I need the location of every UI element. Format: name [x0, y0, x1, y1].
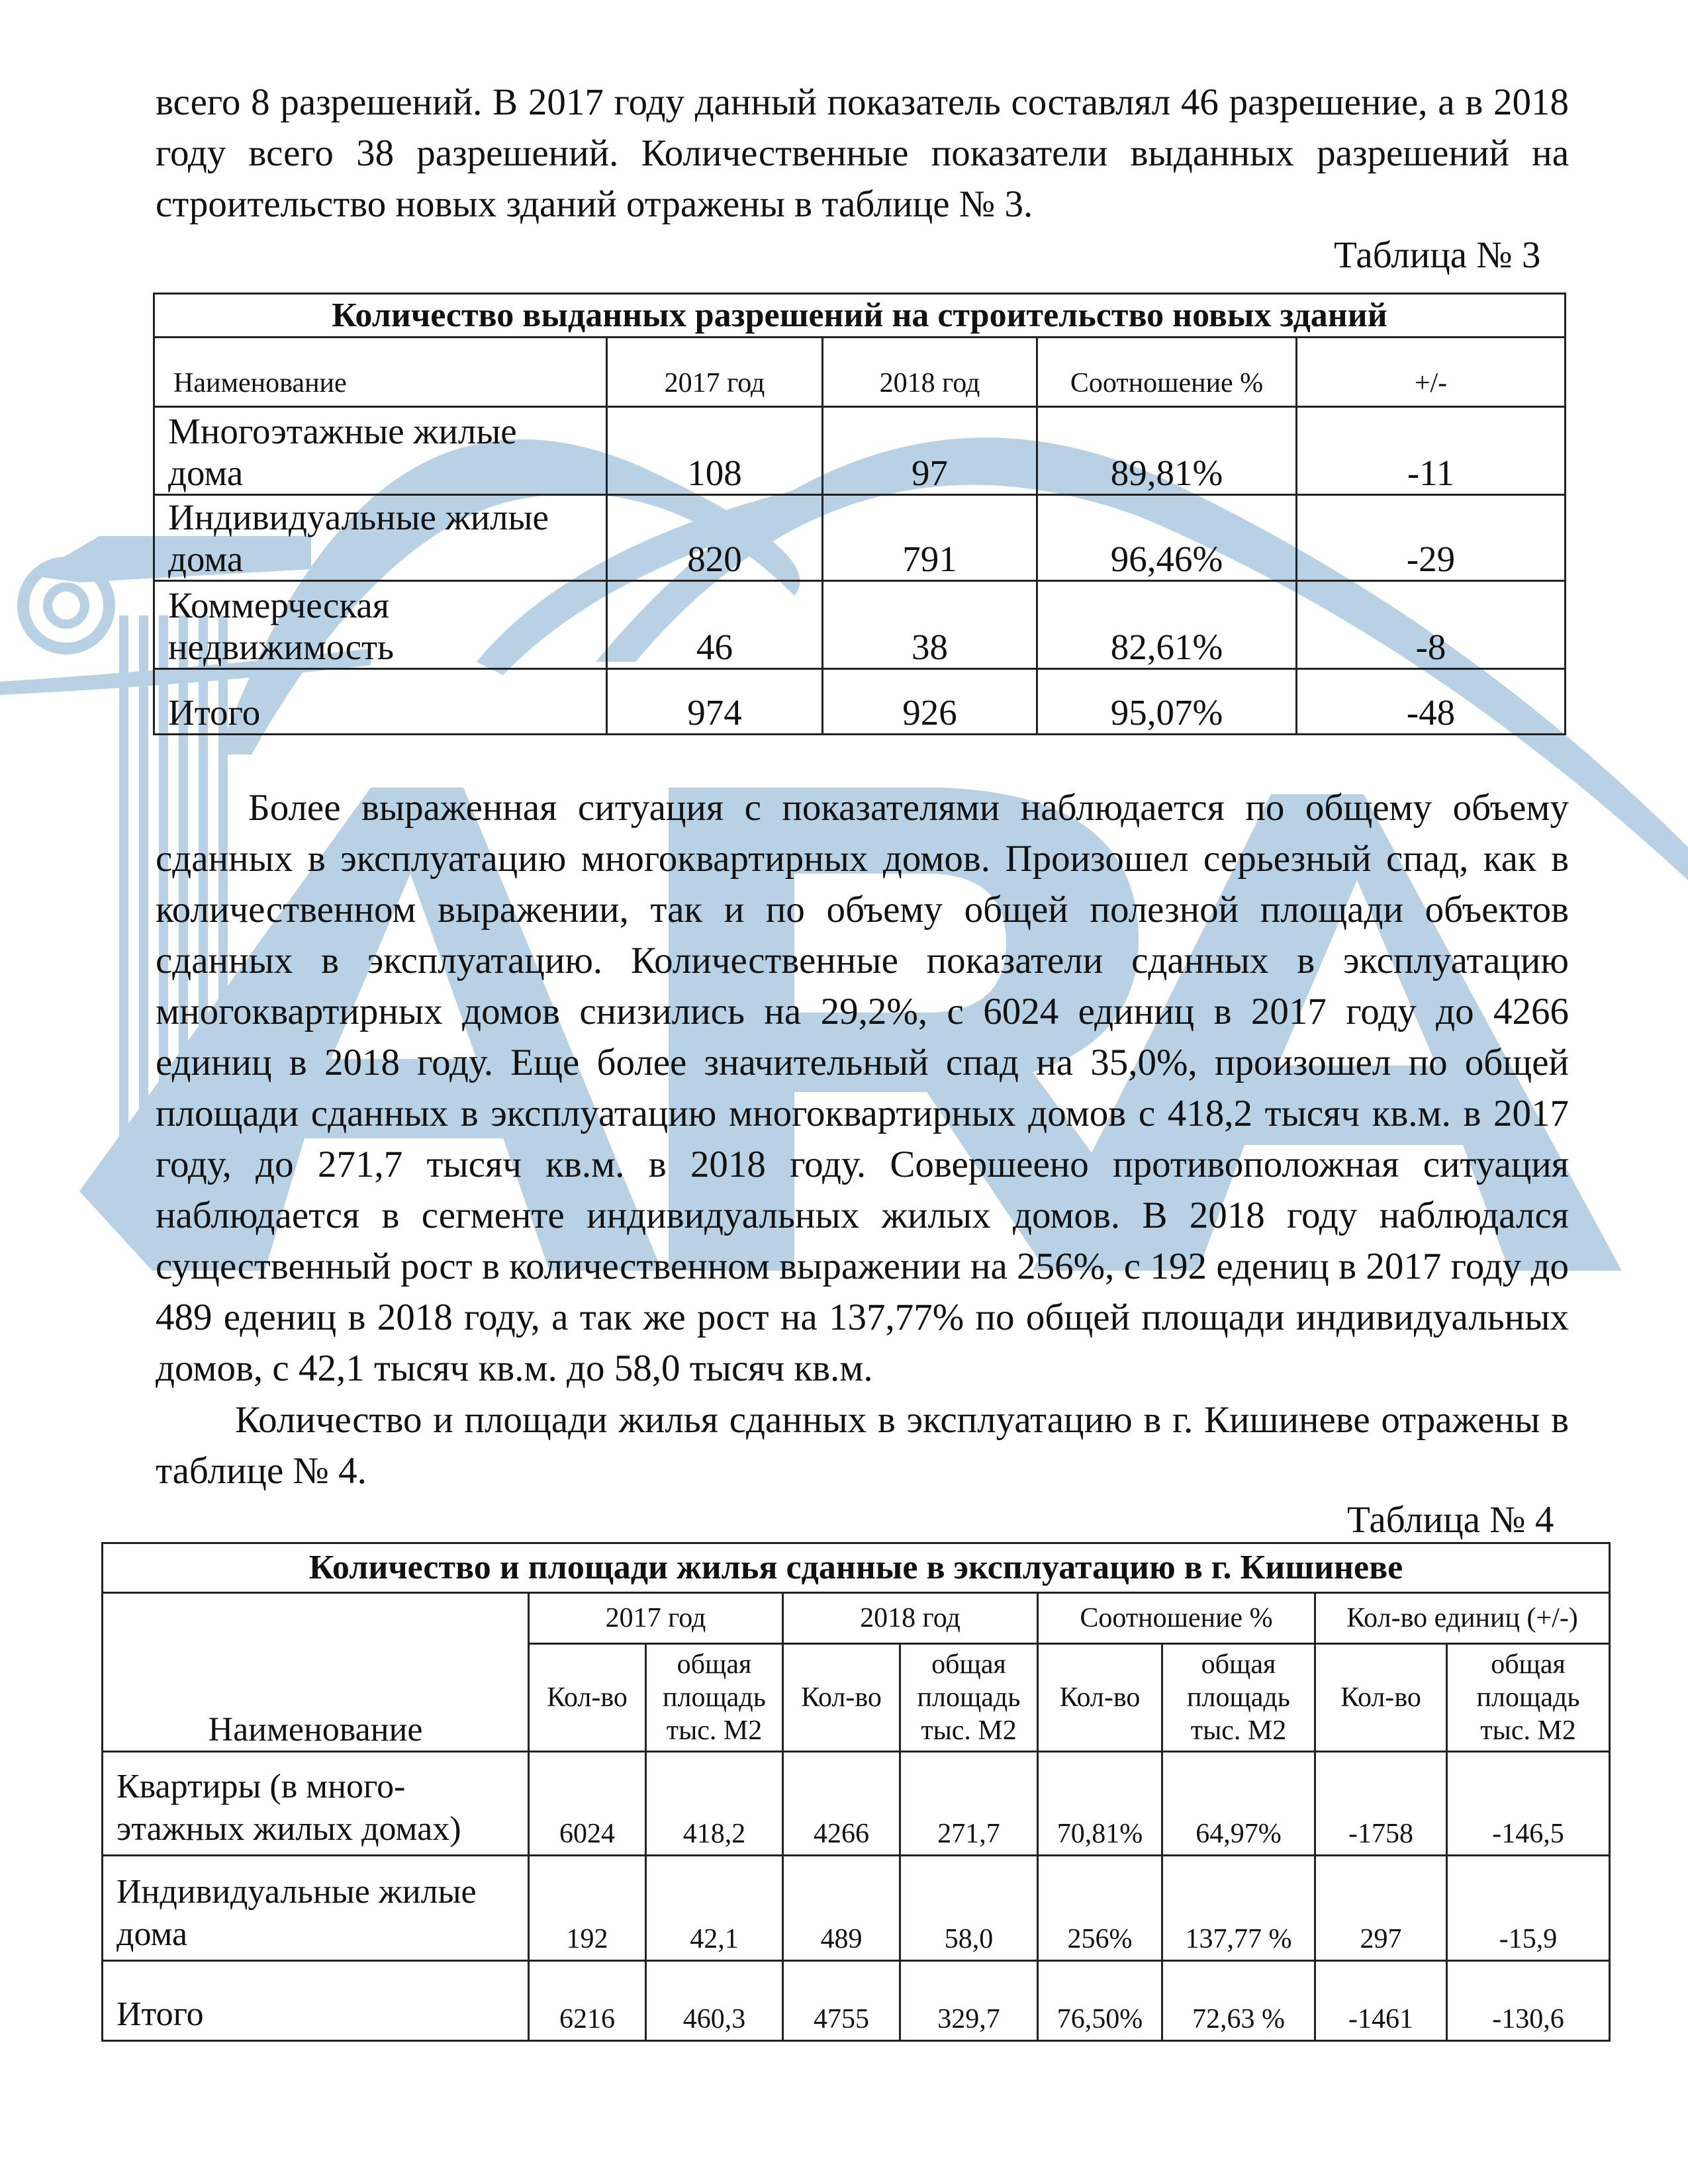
table4-group-header-row	[103, 1593, 1610, 1644]
group-header-2017: 2017 год	[529, 1593, 783, 1644]
row-name: Итого	[103, 1961, 529, 2041]
table4-title: Количество и площади жилья сданные в эксплуатацию в г. Кишиневе	[103, 1543, 1610, 1593]
cell-2017: 46	[607, 581, 823, 669]
cell-diff: -8	[1297, 581, 1566, 669]
cell-value: 329,7	[900, 1961, 1038, 2041]
cell-value: 6216	[529, 1961, 646, 2041]
table-row	[154, 581, 1566, 669]
table3-title: Количество выданных разрешений на строительство новых зданий	[154, 294, 1566, 338]
cell-value: 64,97%	[1162, 1752, 1315, 1856]
sub-header-area: общая площадь тыс. М2	[900, 1644, 1038, 1752]
table3-header-name: Наименование	[154, 338, 607, 407]
cell-value: 6024	[529, 1752, 646, 1856]
cell-value: 137,77 %	[1162, 1856, 1315, 1961]
cell-value: 489	[783, 1856, 900, 1961]
sub-header-count: Кол-во	[1315, 1644, 1447, 1752]
row-name: Квартиры (в много-этажных жилых домах)	[103, 1752, 529, 1856]
cell-value: 192	[529, 1856, 646, 1961]
cell-2018: 926	[823, 669, 1037, 735]
intro-paragraph: всего 8 разрешений. В 2017 году данный показатель составлял 46 разрешение, а в 2018 году всего 38 разрешений. Количественные показатели выданных разрешений на строительство новых зданий отражены в таблице № 3.	[156, 81, 1569, 225]
table3-header-2017: 2017 год	[607, 338, 823, 407]
table-row-total	[103, 1961, 1610, 2041]
cell-value: 58,0	[900, 1856, 1038, 1961]
cell-value: 297	[1315, 1856, 1447, 1961]
cell-ratio: 89,81%	[1037, 407, 1297, 495]
cell-value: -15,9	[1447, 1856, 1610, 1961]
row-name: Итого	[154, 669, 607, 735]
cell-ratio: 96,46%	[1037, 495, 1297, 581]
cell-2018: 38	[823, 581, 1037, 669]
cell-2017: 108	[607, 407, 823, 495]
sub-header-area: общая площадь тыс. М2	[1447, 1644, 1610, 1752]
cell-diff: -29	[1297, 495, 1566, 581]
cell-value: -146,5	[1447, 1752, 1610, 1856]
row-name: Коммерческая недвижимость	[154, 581, 607, 669]
cell-value: 76,50%	[1038, 1961, 1162, 2041]
table3-caption: Таблица № 3	[1334, 234, 1541, 276]
cell-value: 4266	[783, 1752, 900, 1856]
main-paragraph: Более выраженная ситуация с показателями наблюдается по общему объему сданных в эксплуатацию многоквартирных домов. Произошел серьезный спад, как в количественном выражении, так и по объему общей полезной площади объектов сданных в эксплуатацию. Количественные показатели сданных в эксплуатацию многоквартирных домов снизились на 29,2%, с 6024 единиц в 2017 году до 4266 единиц в 2018 году. Еще более значительный спад на 35,0%, произошел по общей площади сданных в эксплуатацию многоквартирных домов с 418,2 тысяч кв.м. в 2017 году, до 271,7 тысяч кв.м. в 2018 году. Совершеено противоположная ситуация наблюдается в сегменте индивидуальных жилых домов. В 2018 году наблюдался существенный рост в количественном выражении на 256%, с 192 едениц в 2017 году до 489 едениц в 2018 году, а так же рост на 137,77% по общей площади индивидуальных домов, с 42,1 тысяч кв.м. до 58,0 тысяч кв.м.	[156, 787, 1569, 1389]
table-row-total	[154, 669, 1566, 735]
table-row	[154, 407, 1566, 495]
group-header-ratio: Соотношение %	[1038, 1593, 1315, 1644]
group-header-units: Кол-во единиц (+/-)	[1315, 1593, 1610, 1644]
cell-value: -1461	[1315, 1961, 1447, 2041]
table3-header-ratio: Соотношение %	[1037, 338, 1297, 407]
reference-paragraph: Количество и площади жилья сданных в эксплуатацию в г. Кишиневе отражены в таблице № 4.	[156, 1399, 1569, 1492]
cell-value: -1758	[1315, 1752, 1447, 1856]
cell-diff: -48	[1297, 669, 1566, 735]
sub-header-area: общая площадь тыс. М2	[1162, 1644, 1315, 1752]
table-row	[103, 1752, 1610, 1856]
table-4-housing	[101, 1542, 1611, 2042]
cell-value: -130,6	[1447, 1961, 1610, 2041]
table-row	[154, 495, 1566, 581]
sub-header-area: общая площадь тыс. М2	[646, 1644, 783, 1752]
cell-value: 271,7	[900, 1752, 1038, 1856]
table3-header-row	[154, 338, 1566, 407]
cell-value: 460,3	[646, 1961, 783, 2041]
cell-ratio: 95,07%	[1037, 669, 1297, 735]
cell-value: 418,2	[646, 1752, 783, 1856]
row-name: Индивидуальные жилые дома	[154, 495, 607, 581]
table3-header-diff: +/-	[1297, 338, 1566, 407]
cell-value: 70,81%	[1038, 1752, 1162, 1856]
sub-header-count: Кол-во	[529, 1644, 646, 1752]
cell-2018: 97	[823, 407, 1037, 495]
row-name: Индивидуальные жилые дома	[103, 1856, 529, 1961]
cell-2017: 974	[607, 669, 823, 735]
sub-header-count: Кол-во	[1038, 1644, 1162, 1752]
cell-2018: 791	[823, 495, 1037, 581]
row-name: Многоэтажные жилые дома	[154, 407, 607, 495]
table-3-permits	[153, 293, 1566, 735]
group-header-2018: 2018 год	[783, 1593, 1038, 1644]
cell-value: 42,1	[646, 1856, 783, 1961]
table4-caption: Таблица № 4	[1347, 1499, 1554, 1541]
table-row	[103, 1856, 1610, 1961]
cell-value: 4755	[783, 1961, 900, 2041]
sub-header-count: Кол-во	[783, 1644, 900, 1752]
cell-diff: -11	[1297, 407, 1566, 495]
cell-2017: 820	[607, 495, 823, 581]
table4-header-name: Наименование	[103, 1593, 529, 1752]
cell-value: 72,63 %	[1162, 1961, 1315, 2041]
table3-header-2018: 2018 год	[823, 338, 1037, 407]
cell-value: 256%	[1038, 1856, 1162, 1961]
cell-ratio: 82,61%	[1037, 581, 1297, 669]
